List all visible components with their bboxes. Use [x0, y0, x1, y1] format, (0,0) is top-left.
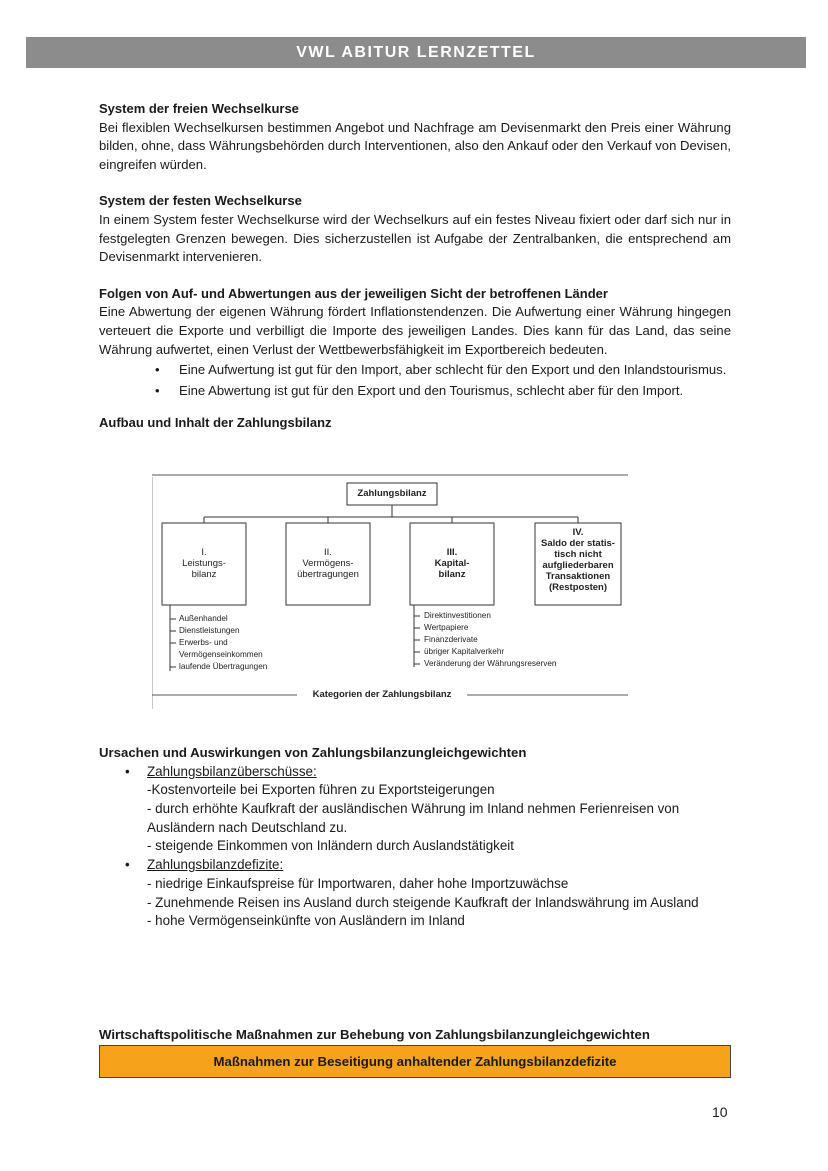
- kapitalbilanz-item: Finanzderivate: [424, 635, 478, 644]
- box-restposten: IV. Saldo der statis- tisch nicht aufgliederbaren Transaktionen (Restposten): [541, 527, 615, 593]
- kapitalbilanz-item: übriger Kapitalverkehr: [424, 647, 505, 656]
- page-number: 10: [712, 1104, 728, 1120]
- causes-heading: Ursachen und Auswirkungen von Zahlungsbilanzungleichgewichten: [99, 745, 527, 760]
- section-text: In einem System fester Wechselkurse wird der Wechselkurs auf ein festes Niveau fixiert oder darf sich nur in festgelegten Grenzen bewegen. Dies sicherzustellen ist Aufgabe der Zentralbanken, die entsprechend am Devisenmarkt intervenieren.: [99, 211, 731, 265]
- cause-title: • Zahlungsbilanzüberschüsse:: [147, 763, 317, 779]
- section-heading: System der freien Wechselkurse: [99, 101, 299, 116]
- bullet-list: [99, 361, 731, 400]
- section-text: Bei flexiblen Wechselkursen bestimmen Angebot und Nachfrage am Devisenmarkt den Preis einer Währung bilden, ohne, dass Währungsbehörden durch Interventionen, also den Ankauf oder den Verkauf von Devisen, eingreifen würden.: [99, 119, 731, 172]
- section-text: Eine Abwertung der eigenen Währung fördert Inflationstendenzen. Die Aufwertung einer Währung hingegen verteuert die Exporte und verbilligt die Importe des jeweiligen Landes. Dies kann für das Land, das seine Währung aufwertet, einen Verlust der Wettbewerbsfähigkeit im Exportbereich bedeuten.: [99, 304, 731, 357]
- section-heading: System der festen Wechselkurse: [99, 193, 302, 209]
- section-heading: Folgen von Auf- und Abwertungen aus der jeweiligen Sicht der betroffenen Länder: [99, 285, 608, 301]
- kapitalbilanz-item: Veränderung der Währungsreserven: [424, 659, 557, 668]
- header-banner: [26, 37, 806, 68]
- measures-heading: Wirtschaftspolitische Maßnahmen zur Behebung von Zahlungsbilanzungleichgewichten: [99, 1027, 650, 1042]
- leistungsbilanz-item: Außenhandel: [179, 614, 228, 623]
- cause-title: • Zahlungsbilanzdefizite:: [147, 857, 284, 873]
- document-title: VWL ABITUR LERNZETTEL: [296, 43, 536, 61]
- section-fixed-exchange: [99, 192, 731, 266]
- diagram-root-label: Zahlungsbilanz: [357, 488, 427, 499]
- cause-line: - hohe Vermögenseinkünfte von Ausländern im Inland: [147, 913, 465, 929]
- bullet-item: • Eine Abwertung ist gut für den Export und den Tourismus, schlecht aber für den Import.: [155, 382, 731, 401]
- leistungsbilanz-item: Erwerbs- und: [179, 638, 228, 647]
- box-kapitalbilanz: III. Kapital- bilanz: [434, 547, 470, 580]
- cause-item-surplus: [125, 763, 739, 857]
- bullet-item: • Eine Aufwertung ist gut für den Import, aber schlecht für den Export und den Inlandstourismus.: [155, 361, 731, 380]
- measures-box-label: Maßnahmen zur Beseitigung anhaltender Zahlungsbilanzdefizite: [213, 1054, 617, 1069]
- cause-line: - Zunehmende Reisen ins Ausland durch steigende Kaufkraft der Inlandswährung im Ausland: [147, 894, 699, 910]
- section-free-exchange: [99, 100, 731, 174]
- kapitalbilanz-item: Wertpapiere: [424, 623, 469, 632]
- diagram-caption: Kategorien der Zahlungsbilanz: [312, 689, 452, 700]
- cause-line: - niedrige Einkaufspreise für Importwaren, daher hohe Importzuwächse: [147, 875, 569, 891]
- cause-line: - durch erhöhte Kaufkraft der ausländischen Währung im Inland nehmen Ferienreisen von Ausländern nach Deutschland zu.: [147, 801, 680, 835]
- causes-list: [99, 763, 739, 931]
- box-leistungsbilanz: I. Leistungs- bilanz: [182, 547, 226, 580]
- measures-box: [99, 1045, 731, 1078]
- balance-of-payments-diagram: [152, 473, 628, 713]
- cause-item-deficit: [125, 856, 739, 931]
- section-revaluation: [99, 285, 731, 401]
- main-content: [99, 100, 731, 433]
- cause-line: -Kostenvorteile bei Exporten führen zu Exportsteigerungen: [147, 782, 495, 798]
- leistungsbilanz-item: Dienstleistungen: [179, 626, 240, 635]
- kapitalbilanz-item: Direktinvestitionen: [424, 611, 491, 620]
- leistungsbilanz-item: Vermögenseinkommen: [179, 650, 263, 659]
- causes-section: [99, 744, 739, 931]
- diagram-lines: [152, 473, 628, 713]
- box-vermoegensuebertragungen: II. Vermögens- übertragungen: [297, 547, 359, 580]
- leistungsbilanz-item: laufende Übertragungen: [179, 662, 268, 671]
- cause-line: - steigende Einkommen von Inländern durch Auslandstätigkeit: [147, 838, 514, 854]
- diagram-heading: Aufbau und Inhalt der Zahlungsbilanz: [99, 415, 332, 431]
